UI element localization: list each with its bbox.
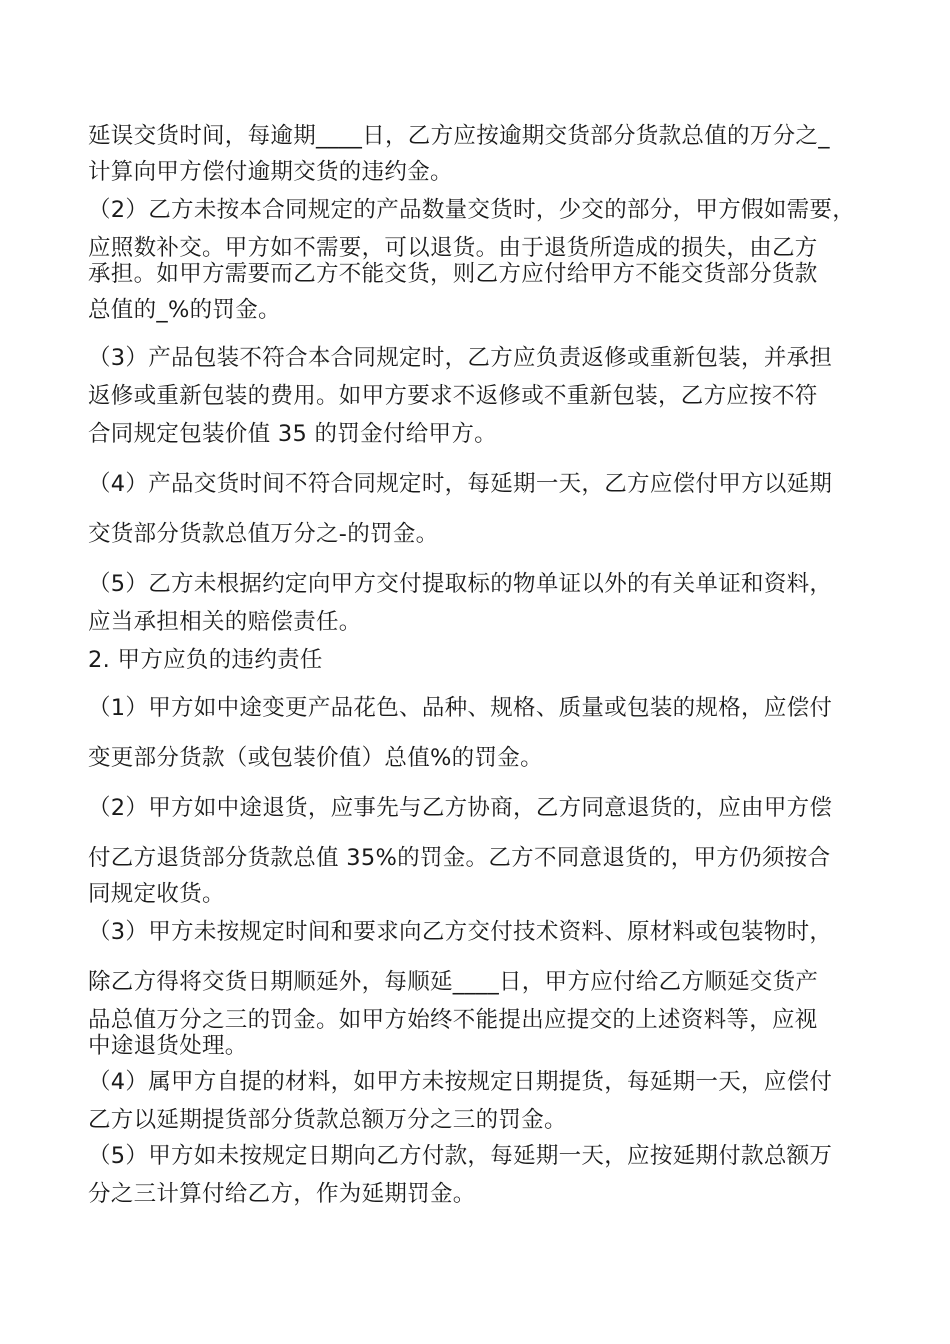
text-line: 除乙方得将交货日期顺延外，每顺延____日，甲方应付给乙方顺延交货产 xyxy=(88,969,819,995)
text-line: （5）甲方如未按规定日期向乙方付款，每延期一天，应按延期付款总额万 xyxy=(88,1143,833,1169)
text-line: 交货部分货款总值万分之-的罚金。 xyxy=(88,521,439,547)
text-line: （2）乙方未按本合同规定的产品数量交货时，少交的部分，甲方假如需要， xyxy=(88,197,856,223)
text-line: 付乙方退货部分货款总值 35%的罚金。乙方不同意退货的，甲方仍须按合 xyxy=(88,845,831,871)
text-line: 应照数补交。甲方如不需要，可以退货。由于退货所造成的损失，由乙方 xyxy=(88,235,818,261)
text-line: 计算向甲方偿付逾期交货的违约金。 xyxy=(88,159,453,185)
text-line: 应当承担相关的赔偿责任。 xyxy=(88,609,362,635)
text-line: 延误交货时间，每逾期____日，乙方应按逾期交货部分货款总值的万分之_ xyxy=(88,123,830,149)
text-line: 合同规定包装价值 35 的罚金付给甲方。 xyxy=(88,421,497,447)
text-line: 品总值万分之三的罚金。如甲方始终不能提出应提交的上述资料等，应视 xyxy=(88,1007,818,1033)
text-line: 总值的_%的罚金。 xyxy=(88,297,281,323)
text-line: 同规定收货。 xyxy=(88,881,225,907)
text-line: 中途退货处理。 xyxy=(88,1033,248,1059)
text-line: 乙方以延期提货部分货款总额万分之三的罚金。 xyxy=(88,1107,567,1133)
text-line: （3）产品包装不符合本合同规定时，乙方应负责返修或重新包装，并承担 xyxy=(88,345,833,371)
text-line: 返修或重新包装的费用。如甲方要求不返修或不重新包装，乙方应按不符 xyxy=(88,383,818,409)
text-line: （5）乙方未根据约定向甲方交付提取标的物单证以外的有关单证和资料， xyxy=(88,571,833,597)
text-line: （3）甲方未按规定时间和要求向乙方交付技术资料、原材料或包装物时， xyxy=(88,919,833,945)
text-line: （1）甲方如中途变更产品花色、品种、规格、质量或包装的规格，应偿付 xyxy=(88,695,833,721)
section-heading: 2. 甲方应负的违约责任 xyxy=(88,647,323,673)
text-line: （2）甲方如中途退货，应事先与乙方协商，乙方同意退货的，应由甲方偿 xyxy=(88,795,833,821)
text-line: （4）属甲方自提的材料，如甲方未按规定日期提货，每延期一天，应偿付 xyxy=(88,1069,833,1095)
text-line: 承担。如甲方需要而乙方不能交货，则乙方应付给甲方不能交货部分货款 xyxy=(88,261,818,287)
text-line: 分之三计算付给乙方，作为延期罚金。 xyxy=(88,1181,476,1207)
text-line: （4）产品交货时间不符合同规定时，每延期一天，乙方应偿付甲方以延期 xyxy=(88,471,833,497)
text-line: 变更部分货款（或包装价值）总值%的罚金。 xyxy=(88,745,543,771)
